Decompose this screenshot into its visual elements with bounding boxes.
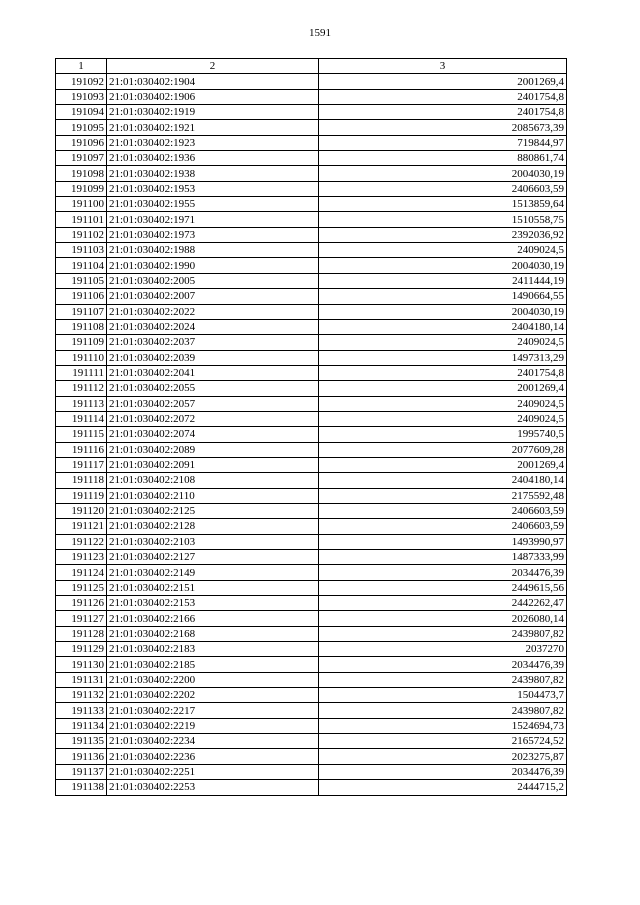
row-number-cell: 191107 (56, 304, 107, 319)
row-number-cell: 191095 (56, 120, 107, 135)
table-row (56, 657, 567, 672)
table-row (56, 365, 567, 380)
cadastral-value-cell: 2085673,39 (319, 120, 567, 135)
cadastral-number-cell: 21:01:030402:2125 (107, 503, 319, 518)
page-number: 1591 (309, 27, 331, 39)
row-number-cell: 191120 (56, 503, 107, 518)
table-row (56, 580, 567, 595)
cadastral-number-cell: 21:01:030402:1955 (107, 197, 319, 212)
row-number-cell: 191101 (56, 212, 107, 227)
table-row (56, 749, 567, 764)
table-row (56, 596, 567, 611)
cadastral-number-cell: 21:01:030402:1971 (107, 212, 319, 227)
cadastral-number-cell: 21:01:030402:2039 (107, 350, 319, 365)
row-number-cell: 191102 (56, 227, 107, 242)
cadastral-value-cell: 2034476,39 (319, 565, 567, 580)
cadastral-value-cell: 880861,74 (319, 151, 567, 166)
table-row (56, 151, 567, 166)
cadastral-value-cell: 2004030,19 (319, 166, 567, 181)
cadastral-number-cell: 21:01:030402:1904 (107, 74, 319, 89)
row-number-cell: 191098 (56, 166, 107, 181)
row-number-cell: 191114 (56, 411, 107, 426)
row-number-cell: 191131 (56, 672, 107, 687)
cadastral-value-cell: 1497313,29 (319, 350, 567, 365)
table-row (56, 396, 567, 411)
cadastral-value-cell: 2449615,56 (319, 580, 567, 595)
row-number-cell: 191112 (56, 381, 107, 396)
cadastral-value-table (55, 58, 567, 796)
row-number-cell: 191132 (56, 688, 107, 703)
row-number-cell: 191113 (56, 396, 107, 411)
cadastral-number-cell: 21:01:030402:2072 (107, 411, 319, 426)
row-number-cell: 191124 (56, 565, 107, 580)
cadastral-value-cell: 2439807,82 (319, 626, 567, 641)
row-number-cell: 191137 (56, 764, 107, 779)
table-row (56, 488, 567, 503)
row-number-cell: 191117 (56, 457, 107, 472)
row-number-cell: 191116 (56, 442, 107, 457)
cadastral-number-cell: 21:01:030402:1953 (107, 181, 319, 196)
cadastral-number-cell: 21:01:030402:2217 (107, 703, 319, 718)
cadastral-value-cell: 1995740,5 (319, 427, 567, 442)
table-row (56, 197, 567, 212)
table-row (56, 105, 567, 120)
cadastral-value-cell: 2034476,39 (319, 764, 567, 779)
cadastral-number-cell: 21:01:030402:2041 (107, 365, 319, 380)
row-number-cell: 191126 (56, 596, 107, 611)
row-number-cell: 191118 (56, 473, 107, 488)
cadastral-number-cell: 21:01:030402:2089 (107, 442, 319, 457)
column-header-3: 3 (319, 59, 567, 74)
cadastral-value-cell: 2411444,19 (319, 273, 567, 288)
table-row (56, 442, 567, 457)
table-row (56, 642, 567, 657)
table-row (56, 626, 567, 641)
row-number-cell: 191127 (56, 611, 107, 626)
row-number-cell: 191121 (56, 519, 107, 534)
cadastral-number-cell: 21:01:030402:2168 (107, 626, 319, 641)
row-number-cell: 191093 (56, 89, 107, 104)
cadastral-number-cell: 21:01:030402:2103 (107, 534, 319, 549)
row-number-cell: 191129 (56, 642, 107, 657)
cadastral-value-cell: 2023275,87 (319, 749, 567, 764)
row-number-cell: 191123 (56, 550, 107, 565)
cadastral-number-cell: 21:01:030402:1990 (107, 258, 319, 273)
table-row (56, 273, 567, 288)
row-number-cell: 191092 (56, 74, 107, 89)
cadastral-number-cell: 21:01:030402:2219 (107, 718, 319, 733)
table-row (56, 319, 567, 334)
row-number-cell: 191136 (56, 749, 107, 764)
cadastral-value-cell: 2165724,52 (319, 734, 567, 749)
cadastral-value-cell: 2004030,19 (319, 304, 567, 319)
row-number-cell: 191108 (56, 319, 107, 334)
row-number-cell: 191096 (56, 135, 107, 150)
table-row (56, 304, 567, 319)
cadastral-number-cell: 21:01:030402:2253 (107, 780, 319, 795)
column-header-2: 2 (107, 59, 319, 74)
cadastral-value-cell: 2001269,4 (319, 381, 567, 396)
cadastral-value-cell: 1490664,55 (319, 289, 567, 304)
cadastral-value-cell: 2409024,5 (319, 396, 567, 411)
row-number-cell: 191106 (56, 289, 107, 304)
cadastral-number-cell: 21:01:030402:2108 (107, 473, 319, 488)
cadastral-value-cell: 2406603,59 (319, 503, 567, 518)
row-number-cell: 191133 (56, 703, 107, 718)
cadastral-value-cell: 2409024,5 (319, 335, 567, 350)
cadastral-number-cell: 21:01:030402:1988 (107, 243, 319, 258)
cadastral-number-cell: 21:01:030402:2057 (107, 396, 319, 411)
table-row (56, 565, 567, 580)
row-number-cell: 191138 (56, 780, 107, 795)
row-number-cell: 191130 (56, 657, 107, 672)
cadastral-value-cell: 2175592,48 (319, 488, 567, 503)
table-row (56, 534, 567, 549)
cadastral-number-cell: 21:01:030402:2074 (107, 427, 319, 442)
row-number-cell: 191104 (56, 258, 107, 273)
cadastral-value-cell: 2401754,8 (319, 365, 567, 380)
table-row (56, 258, 567, 273)
cadastral-number-cell: 21:01:030402:2091 (107, 457, 319, 472)
cadastral-number-cell: 21:01:030402:2024 (107, 319, 319, 334)
row-number-cell: 191134 (56, 718, 107, 733)
table-row (56, 120, 567, 135)
table-row (56, 688, 567, 703)
cadastral-number-cell: 21:01:030402:2037 (107, 335, 319, 350)
cadastral-value-cell: 1493990,97 (319, 534, 567, 549)
table-row (56, 672, 567, 687)
table-row (56, 427, 567, 442)
table-row (56, 212, 567, 227)
row-number-cell: 191097 (56, 151, 107, 166)
cadastral-value-cell: 2004030,19 (319, 258, 567, 273)
table-row (56, 89, 567, 104)
cadastral-value-cell: 1504473,7 (319, 688, 567, 703)
table-row (56, 166, 567, 181)
table-row (56, 734, 567, 749)
cadastral-number-cell: 21:01:030402:1919 (107, 105, 319, 120)
cadastral-number-cell: 21:01:030402:2166 (107, 611, 319, 626)
table-row (56, 718, 567, 733)
table-row (56, 503, 567, 518)
table-row (56, 381, 567, 396)
cadastral-value-cell: 2077609,28 (319, 442, 567, 457)
cadastral-number-cell: 21:01:030402:2151 (107, 580, 319, 595)
cadastral-number-cell: 21:01:030402:2183 (107, 642, 319, 657)
cadastral-value-cell: 2401754,8 (319, 89, 567, 104)
cadastral-number-cell: 21:01:030402:2022 (107, 304, 319, 319)
cadastral-number-cell: 21:01:030402:2128 (107, 519, 319, 534)
cadastral-value-cell: 2406603,59 (319, 519, 567, 534)
cadastral-value-cell: 2401754,8 (319, 105, 567, 120)
cadastral-value-cell: 2026080,14 (319, 611, 567, 626)
row-number-cell: 191103 (56, 243, 107, 258)
cadastral-number-cell: 21:01:030402:2251 (107, 764, 319, 779)
table-row (56, 519, 567, 534)
cadastral-number-cell: 21:01:030402:1906 (107, 89, 319, 104)
table-row (56, 411, 567, 426)
row-number-cell: 191105 (56, 273, 107, 288)
table-row (56, 350, 567, 365)
row-number-cell: 191110 (56, 350, 107, 365)
cadastral-value-cell: 1524694,73 (319, 718, 567, 733)
cadastral-number-cell: 21:01:030402:2055 (107, 381, 319, 396)
cadastral-value-cell: 1487333,99 (319, 550, 567, 565)
table-body (56, 59, 567, 796)
cadastral-value-cell: 719844,97 (319, 135, 567, 150)
cadastral-value-cell: 1513859,64 (319, 197, 567, 212)
cadastral-number-cell: 21:01:030402:2127 (107, 550, 319, 565)
cadastral-value-cell: 1510558,75 (319, 212, 567, 227)
cadastral-number-cell: 21:01:030402:1921 (107, 120, 319, 135)
cadastral-value-cell: 2439807,82 (319, 703, 567, 718)
row-number-cell: 191111 (56, 365, 107, 380)
cadastral-number-cell: 21:01:030402:2007 (107, 289, 319, 304)
row-number-cell: 191099 (56, 181, 107, 196)
cadastral-value-cell: 2034476,39 (319, 657, 567, 672)
table-row (56, 227, 567, 242)
cadastral-number-cell: 21:01:030402:2185 (107, 657, 319, 672)
cadastral-number-cell: 21:01:030402:2200 (107, 672, 319, 687)
row-number-cell: 191122 (56, 534, 107, 549)
cadastral-number-cell: 21:01:030402:2153 (107, 596, 319, 611)
cadastral-value-cell: 2037270 (319, 642, 567, 657)
cadastral-value-cell: 2404180,14 (319, 319, 567, 334)
cadastral-value-cell: 2404180,14 (319, 473, 567, 488)
row-number-cell: 191125 (56, 580, 107, 595)
cadastral-value-cell: 2001269,4 (319, 74, 567, 89)
cadastral-number-cell: 21:01:030402:1923 (107, 135, 319, 150)
table-row (56, 611, 567, 626)
cadastral-number-cell: 21:01:030402:1973 (107, 227, 319, 242)
row-number-cell: 191100 (56, 197, 107, 212)
cadastral-number-cell: 21:01:030402:2110 (107, 488, 319, 503)
table-row (56, 764, 567, 779)
cadastral-number-cell: 21:01:030402:1938 (107, 166, 319, 181)
cadastral-number-cell: 21:01:030402:2005 (107, 273, 319, 288)
table-row (56, 289, 567, 304)
cadastral-value-cell: 2001269,4 (319, 457, 567, 472)
table-header-row (56, 59, 567, 74)
row-number-cell: 191094 (56, 105, 107, 120)
table-row (56, 181, 567, 196)
row-number-cell: 191115 (56, 427, 107, 442)
table-row (56, 335, 567, 350)
cadastral-value-cell: 2406603,59 (319, 181, 567, 196)
row-number-cell: 191119 (56, 488, 107, 503)
cadastral-value-cell: 2439807,82 (319, 672, 567, 687)
cadastral-number-cell: 21:01:030402:1936 (107, 151, 319, 166)
column-header-1: 1 (56, 59, 107, 74)
cadastral-number-cell: 21:01:030402:2149 (107, 565, 319, 580)
table-row (56, 457, 567, 472)
row-number-cell: 191128 (56, 626, 107, 641)
table-row (56, 703, 567, 718)
table-row (56, 135, 567, 150)
row-number-cell: 191135 (56, 734, 107, 749)
table-row (56, 473, 567, 488)
cadastral-value-cell: 2392036,92 (319, 227, 567, 242)
cadastral-value-cell: 2409024,5 (319, 243, 567, 258)
cadastral-number-cell: 21:01:030402:2236 (107, 749, 319, 764)
cadastral-number-cell: 21:01:030402:2202 (107, 688, 319, 703)
table-row (56, 550, 567, 565)
table-row (56, 780, 567, 795)
table-row (56, 243, 567, 258)
cadastral-value-cell: 2444715,2 (319, 780, 567, 795)
cadastral-value-cell: 2442262,47 (319, 596, 567, 611)
cadastral-number-cell: 21:01:030402:2234 (107, 734, 319, 749)
cadastral-value-cell: 2409024,5 (319, 411, 567, 426)
row-number-cell: 191109 (56, 335, 107, 350)
table-row (56, 74, 567, 89)
